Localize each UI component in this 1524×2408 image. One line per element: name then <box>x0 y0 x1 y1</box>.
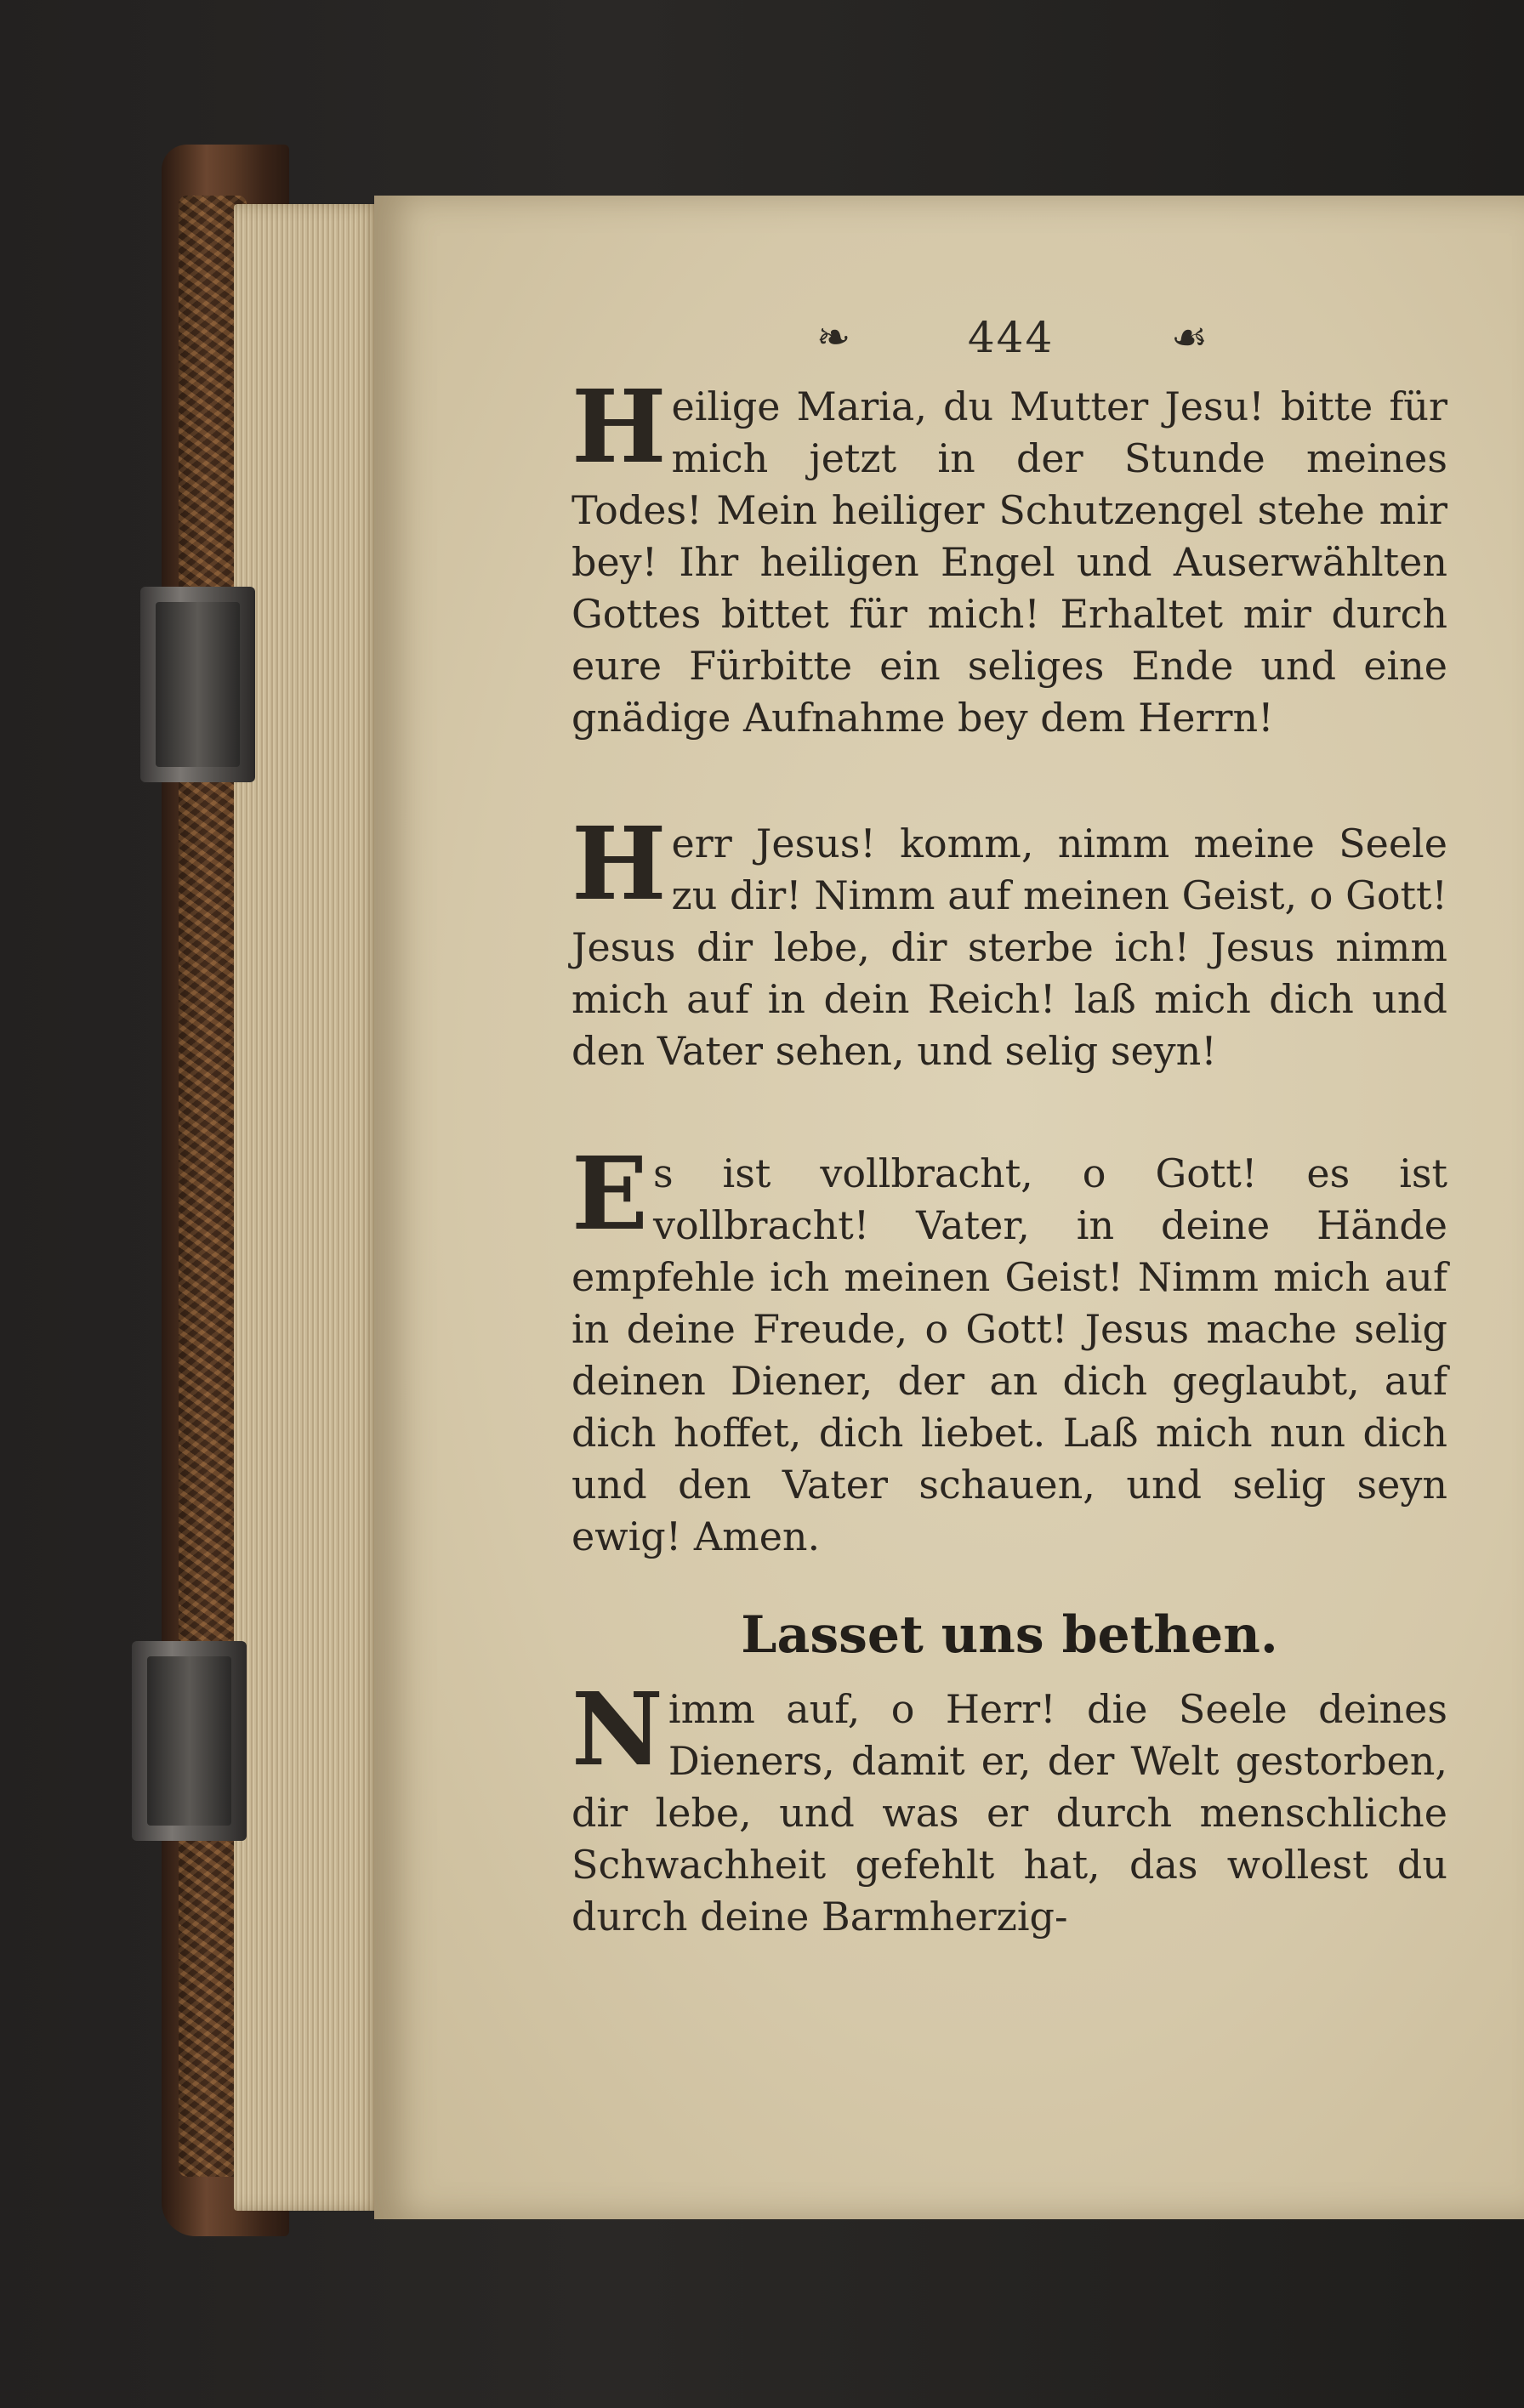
page-header <box>816 308 1208 367</box>
page-edges <box>234 204 383 2211</box>
paragraph-4 <box>572 1670 1447 1943</box>
paragraph-1 <box>572 367 1447 744</box>
dropcap: H <box>572 367 667 486</box>
book-clasp-bottom <box>132 1641 247 1841</box>
dropcap: H <box>572 804 667 923</box>
ornament-left-icon: ❧ <box>816 314 851 361</box>
dropcap: N <box>572 1670 663 1788</box>
paragraph-2 <box>572 804 1447 1077</box>
page-number: 444 <box>967 313 1055 362</box>
paragraph-text: err Jesus! komm, nimm meine Seele zu dir! Nimm auf meinen Geist, o Gott! Jesus dir lebe, dir sterbe ich! Jesus nimm mich auf in dein Reich! laß mich dich und den Vater sehen, und selig seyn! <box>572 821 1447 1074</box>
clasp-plate <box>156 602 240 767</box>
paragraph-text: imm auf, o Herr! die Seele deines Dieners, damit er, der Welt gestorben, dir lebe, und was er durch menschliche Schwachheit gefehlt hat, das wollest du durch deine Barmherzig- <box>572 1686 1447 1939</box>
section-heading: Lasset uns bethen. <box>741 1605 1278 1665</box>
clasp-plate <box>147 1656 231 1826</box>
paragraph-text: s ist vollbracht, o Gott! es ist vollbracht! Vater, in deine Hände empfehle ich meinen Geist! Nimm mich auf in deine Freude, o Gott! Jesus mache selig deinen Diener, der an dich geglaubt, auf dich hoffet, dich liebet. Laß mich nun dich und den Vater schauen, und selig seyn ewig! Amen. <box>572 1150 1447 1559</box>
ornament-right-icon: ☙ <box>1170 314 1208 361</box>
dropcap: E <box>572 1134 648 1252</box>
paragraph-text: eilige Maria, du Mutter Jesu! bitte für mich jetzt in der Stunde meines Todes! Mein heiliger Schutzengel stehe mir bey! Ihr heiligen Engel und Auserwählten Gottes bittet für mich! Erhaltet mir durch eure Fürbitte ein seliges Ende und eine gnädige Aufnahme bey dem Herrn! <box>572 383 1447 741</box>
paragraph-3 <box>572 1134 1447 1563</box>
book-clasp-top <box>140 587 255 782</box>
